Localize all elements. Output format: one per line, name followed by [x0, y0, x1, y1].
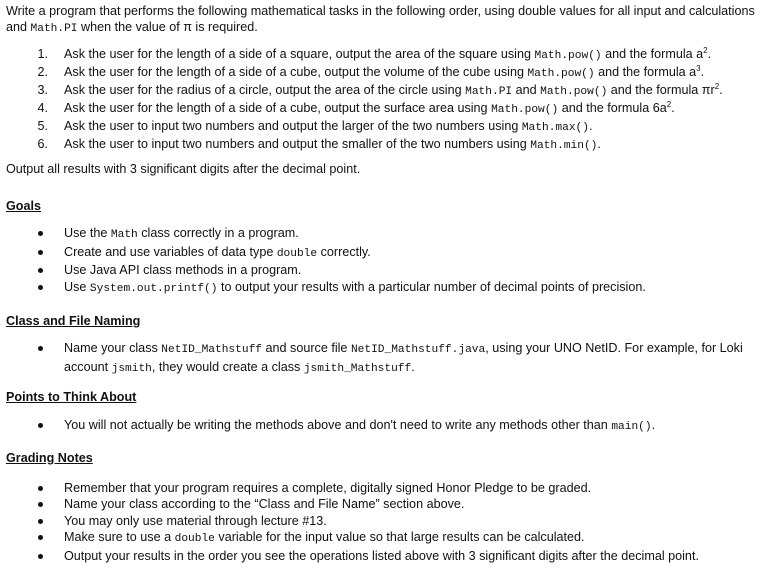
- naming-code: jsmith_Mathstuff: [303, 362, 412, 375]
- task-exponent: 2: [714, 81, 720, 91]
- grading-item: [6, 513, 762, 530]
- intro-text: Write a program that performs the following mathematical tasks in the following order, using double values for all input and calculations and: [6, 4, 755, 34]
- goal-code: System.out.printf(): [89, 282, 218, 295]
- goals-list: [6, 225, 762, 297]
- grading-item: [6, 480, 762, 497]
- task-code: Math.min(): [530, 140, 598, 152]
- task-item: [6, 118, 762, 136]
- naming-code: NetID_Mathstuff: [161, 344, 263, 356]
- task-number: 4.: [37, 101, 48, 115]
- grading-text: You may only use material through lecture #13.: [64, 513, 327, 528]
- task-number: 6.: [37, 137, 48, 151]
- task-text: Ask the user for the length of a side of a square, output the area of the square using: [64, 47, 535, 61]
- grading-list: [6, 480, 762, 565]
- goal-text: Use: [64, 279, 90, 294]
- naming-text: , they would create a class: [151, 359, 304, 374]
- goal-item: [6, 244, 762, 263]
- task-number: 3.: [37, 83, 48, 97]
- goal-text: Use the: [64, 226, 111, 240]
- naming-text: .: [411, 359, 415, 374]
- task-code: Math.pow(): [540, 86, 608, 98]
- goal-item: [6, 262, 762, 279]
- goal-code: double: [276, 247, 318, 260]
- task-text: Ask the user to input two numbers and output the larger of the two numbers using: [64, 119, 522, 133]
- task-code: Math.max(): [521, 122, 589, 134]
- goal-item: [6, 225, 762, 244]
- naming-text: and source file: [262, 341, 351, 355]
- grading-code: double: [174, 533, 215, 545]
- grading-item: [6, 496, 762, 513]
- grading-text: Output your results in the order you see the operations listed above with 3 significant digits after the decimal point.: [64, 548, 699, 563]
- points-code: main(): [611, 421, 652, 433]
- task-text: .: [719, 83, 723, 97]
- task-text: and the formula a: [601, 47, 704, 61]
- task-number: 1.: [37, 47, 48, 61]
- task-number: 2.: [37, 65, 48, 79]
- points-item: [6, 417, 762, 436]
- naming-text: Name your class: [64, 341, 162, 355]
- task-text: .: [707, 47, 712, 61]
- task-exponent: 3: [696, 63, 701, 73]
- goal-item: [6, 279, 762, 298]
- assignment-document: [6, 3, 762, 564]
- task-code: Math.pow(): [527, 68, 595, 80]
- goal-text: Create and use variables of data type: [64, 244, 277, 259]
- naming-code: NetID_Mathstuff.java: [350, 344, 486, 356]
- task-text: and the formula a: [594, 65, 697, 79]
- points-list: [6, 417, 762, 436]
- task-text: Ask the user to input two numbers and output the smaller of the two numbers using: [64, 137, 531, 151]
- task-item: [6, 100, 762, 118]
- grading-heading: Grading Notes: [6, 450, 93, 465]
- task-text: .: [597, 137, 601, 151]
- task-code: Math.pow(): [534, 50, 602, 62]
- task-exponent: 2: [703, 45, 708, 55]
- task-item: [6, 82, 762, 100]
- task-code: Math.pow(): [491, 104, 559, 116]
- goal-text: Use Java API class methods in a program.: [64, 263, 302, 277]
- naming-heading: Class and File Naming: [6, 314, 141, 328]
- points-heading: Points to Think About: [6, 390, 137, 404]
- goal-text: correctly.: [317, 244, 371, 259]
- task-item: [6, 136, 762, 154]
- points-text: You will not actually be writing the methods above and don't need to write any methods other than: [64, 418, 612, 432]
- grading-item: [6, 529, 762, 548]
- task-text: .: [671, 101, 675, 115]
- task-exponent: 2: [666, 99, 672, 109]
- points-text: .: [651, 418, 656, 432]
- grading-item: [6, 548, 762, 565]
- task-text: and: [512, 83, 541, 97]
- grading-text: Remember that your program requires a complete, digitally signed Honor Pledge to be graded.: [64, 480, 592, 495]
- task-text: Ask the user for the length of a side of a cube, output the volume of the cube using: [64, 65, 528, 79]
- task-item: [6, 46, 762, 64]
- task-text: and the formula πr: [607, 83, 715, 97]
- grading-text: Make sure to use a: [64, 530, 175, 544]
- naming-text: , using your UNO NetID. For example, for Loki account: [64, 341, 743, 374]
- naming-code: jsmith: [111, 362, 152, 375]
- naming-item: [6, 340, 762, 377]
- task-text: .: [588, 119, 593, 133]
- goal-text: to output your results with a particular number of decimal points of precision.: [217, 279, 646, 294]
- intro-code: Math.PI: [30, 23, 78, 35]
- intro-paragraph: [6, 3, 762, 37]
- task-list: [6, 46, 762, 154]
- intro-text: when the value of π is required.: [77, 20, 258, 34]
- goals-heading: Goals: [6, 199, 41, 213]
- goal-text: class correctly in a program.: [137, 226, 299, 240]
- task-text: .: [700, 65, 705, 79]
- output-note: Output all results with 3 significant digits after the decimal point.: [6, 162, 361, 176]
- goal-code: Math: [110, 229, 138, 241]
- naming-list: [6, 340, 762, 377]
- task-number: 5.: [37, 119, 48, 133]
- task-item: [6, 64, 762, 82]
- task-text: Ask the user for the length of a side of a cube, output the surface area using: [64, 101, 492, 115]
- task-text: Ask the user for the radius of a circle, output the area of the circle using: [64, 83, 466, 97]
- grading-text: variable for the input value so that large results can be calculated.: [214, 530, 585, 544]
- task-text: and the formula 6a: [558, 101, 667, 115]
- task-code: Math.PI: [465, 86, 513, 98]
- grading-text: Name your class according to the “Class and File Name” section above.: [64, 497, 465, 511]
